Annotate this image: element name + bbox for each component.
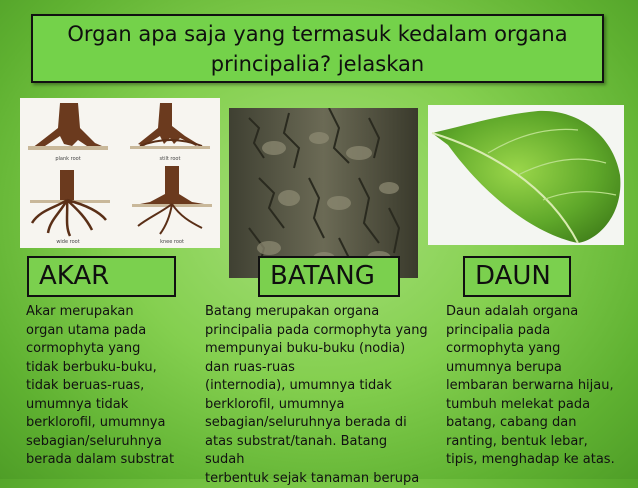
root-types-illustration: [20, 98, 220, 248]
plank-root-drawing: [28, 103, 108, 162]
slide-title-line1: Organ apa saja yang termasuk kedalam organa: [67, 21, 568, 46]
daun-label: DAUN: [463, 256, 571, 297]
svg-text:plank root: plank root: [55, 156, 81, 162]
batang-description: Batang merupakan organa principalia pada cormophyta yang mempunyai buku-buku (nodia) dan ruas-ruas (internodia), umumnya tidak berklorofil, umumnya sebagian/seluruhnya berada di atas substrat/tanah. Batang sudah terbentuk sejak tanaman berupa: [205, 304, 428, 486]
svg-text:knee root: knee root: [160, 239, 184, 245]
akar-label: AKAR: [27, 256, 176, 297]
slide-title-box: [31, 14, 604, 83]
wide-root-drawing: [30, 170, 110, 245]
daun-description: Daun adalah organa principalia pada cormophyta yang umumnya berupa lembaran berwarna hijau, tumbuh melekat pada batang, cabang dan ranting, bentuk lebar, tipis, menghadap ke atas.: [446, 304, 615, 467]
batang-label: BATANG: [258, 256, 400, 297]
svg-text:wide root: wide root: [56, 239, 80, 245]
tree-trunk-photo: [229, 108, 418, 278]
green-leaf-photo: [428, 105, 624, 245]
slide-title-line2: principalia? jelaskan: [210, 51, 425, 76]
stilt-root-drawing: [130, 103, 210, 162]
svg-text:stilt root: stilt root: [159, 156, 181, 162]
knee-root-drawing: [132, 166, 212, 245]
akar-description: Akar merupakan organ utama pada cormophyta yang tidak berbuku-buku, tidak beruas-ruas, umumnya tidak berklorofil, umumnya sebagian/seluruhnya berada dalam substrat: [26, 304, 175, 467]
